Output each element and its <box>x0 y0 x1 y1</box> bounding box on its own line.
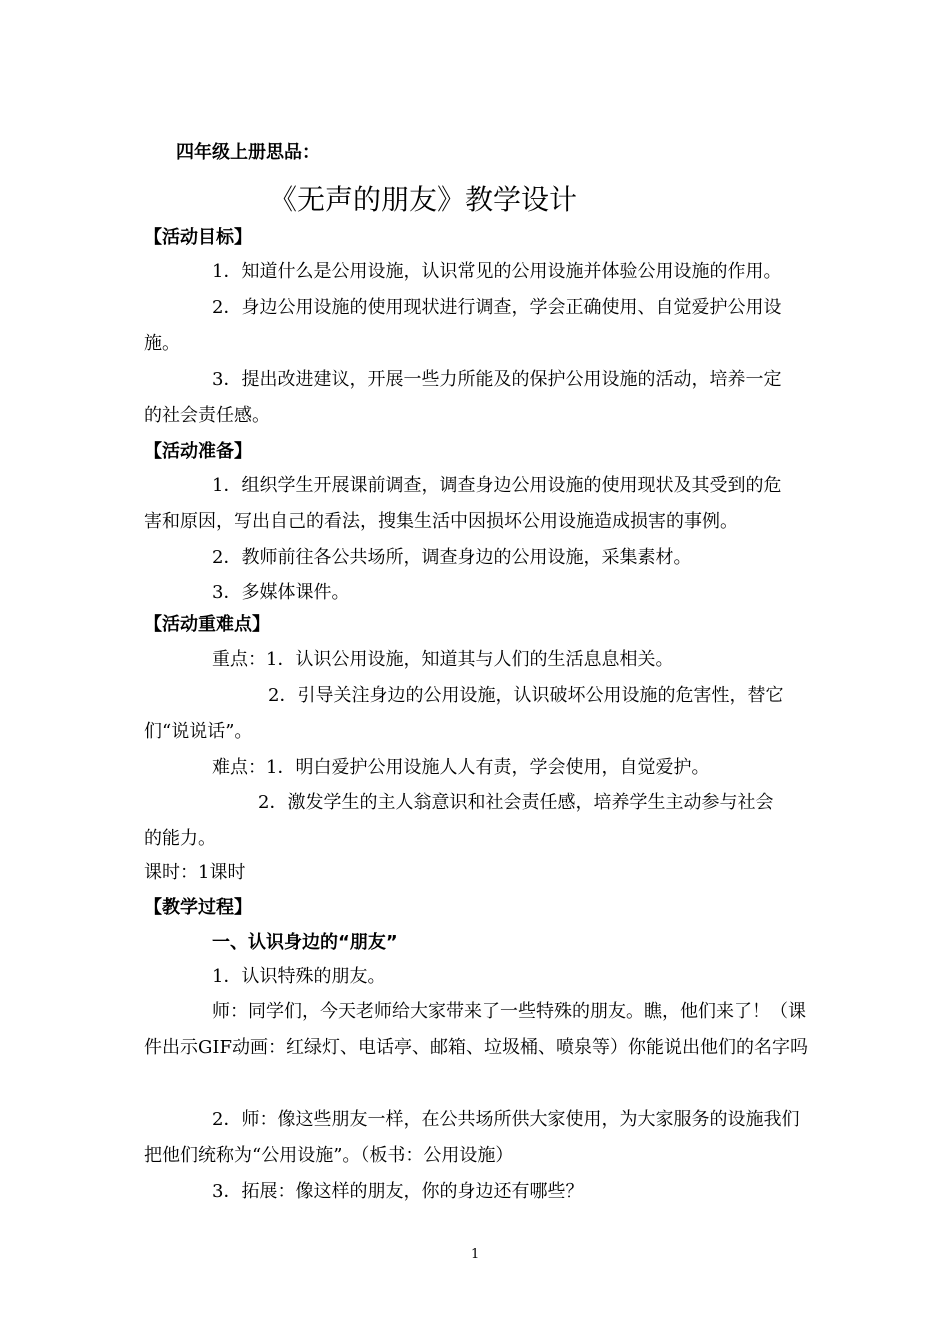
goals-item-1: 1．知道什么是公用设施，认识常见的公用设施并体验公用设施的作用。 <box>212 261 782 282</box>
process-heading: 【教学过程】 <box>144 897 252 918</box>
key-focus-2-cont: 们“说说话”。 <box>144 721 253 742</box>
goals-item-2-cont: 施。 <box>144 333 180 354</box>
process-step-3: 3．拓展：像这样的朋友，你的身边还有哪些？ <box>212 1181 584 1202</box>
key-difficulty-2-cont: 的能力。 <box>144 828 216 849</box>
page-number: 1 <box>471 1247 480 1262</box>
goals-item-2: 2．身边公用设施的使用现状进行调查，学会正确使用、自觉爱护公用设 <box>212 297 782 318</box>
goals-item-3: 3．提出改进建议，开展一些力所能及的保护公用设施的活动，培养一定 <box>212 369 782 390</box>
prep-item-1-cont: 害和原因，写出自己的看法，搜集生活中因损坏公用设施造成损害的事例。 <box>144 511 738 532</box>
teacher-line-1: 师：同学们，今天老师给大家带来了一些特殊的朋友。瞧，他们来了！（课 <box>212 1001 806 1022</box>
process-step-2: 2．师：像这些朋友一样，在公共场所供大家使用，为大家服务的设施我们 <box>212 1109 800 1130</box>
subject-line: 四年级上册思品： <box>176 142 320 163</box>
prep-item-2: 2．教师前往各公共场所，调查身边的公用设施，采集素材。 <box>212 547 692 568</box>
prep-item-3: 3．多媒体课件。 <box>212 582 350 603</box>
goals-item-3-cont: 的社会责任感。 <box>144 405 270 426</box>
class-hours: 课时：1课时 <box>144 862 246 883</box>
key-difficulty-1: 难点：1．明白爱护公用设施人人有责，学会使用，自觉爱护。 <box>212 757 710 778</box>
teacher-line-1-cont: 件出示GIF动画：红绿灯、电话亭、邮箱、垃圾桶、喷泉等）你能说出他们的名字吗 <box>144 1037 808 1058</box>
process-section-1: 一、认识身边的“朋友” <box>212 932 398 953</box>
key-difficulty-2: 2．激发学生的主人翁意识和社会责任感，培养学生主动参与社会 <box>258 792 774 813</box>
process-step-1: 1．认识特殊的朋友。 <box>212 966 386 987</box>
prep-heading: 【活动准备】 <box>144 441 252 462</box>
process-step-2-cont: 把他们统称为“公用设施”。（板书：公用设施） <box>144 1145 514 1166</box>
goals-heading: 【活动目标】 <box>144 227 252 248</box>
page-title: 《无声的朋友》教学设计 <box>269 183 578 216</box>
key-focus-2: 2．引导关注身边的公用设施，认识破坏公用设施的危害性，替它 <box>268 685 784 706</box>
key-focus-1: 重点：1．认识公用设施，知道其与人们的生活息息相关。 <box>212 649 674 670</box>
prep-item-1: 1．组织学生开展课前调查，调查身边公用设施的使用现状及其受到的危 <box>212 475 782 496</box>
key-heading: 【活动重难点】 <box>144 614 270 635</box>
